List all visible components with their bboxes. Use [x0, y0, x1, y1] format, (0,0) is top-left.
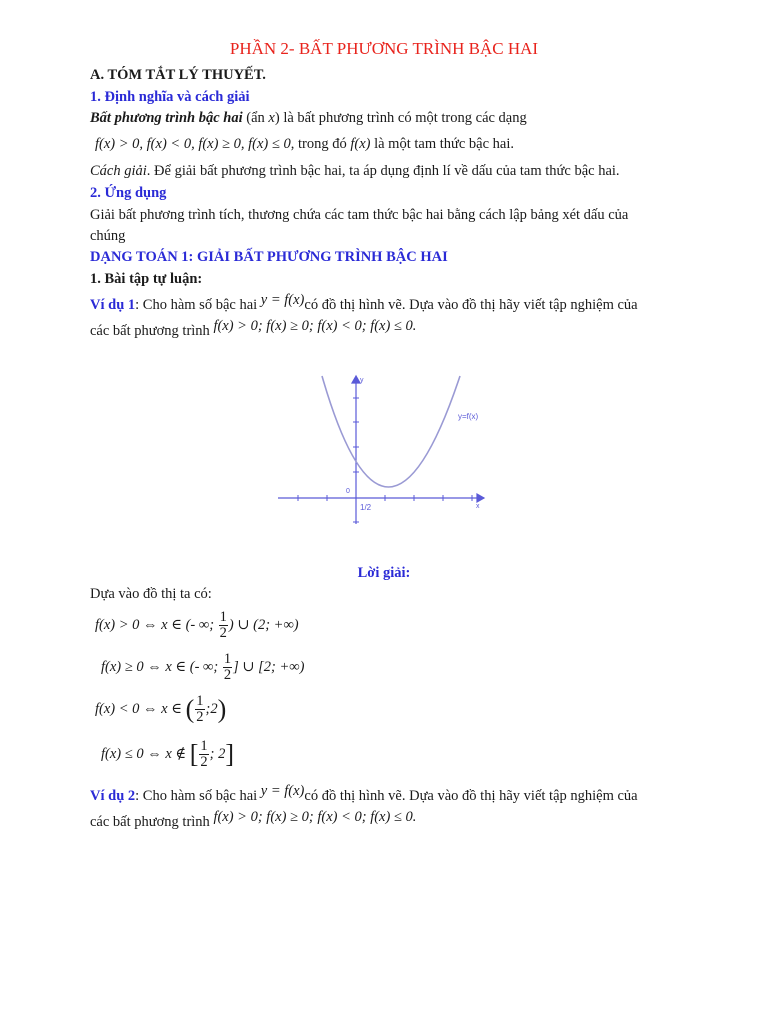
solution-line-3 — [95, 692, 226, 727]
solution-line-4 — [101, 737, 234, 772]
example-1-inequalities: f(x) > 0; f(x) ≥ 0; f(x) < 0; f(x) ≤ 0. — [213, 318, 417, 334]
root-half-label: 1/2 — [360, 503, 372, 512]
definition-text-b: ) là bất phương trình có một trong các dạng — [274, 110, 527, 126]
right-bracket: ] — [225, 739, 235, 769]
page-title: PHẦN 2- BẤT PHƯƠNG TRÌNH BẬC HAI — [229, 39, 539, 58]
solution-title: Lời giải: — [357, 565, 411, 581]
solution-2-rhs: ] ∪ [2; +∞) — [233, 659, 305, 675]
example-2-line2-text: các bất phương trình — [90, 814, 214, 830]
definition-term: Bất phương trình bậc hai — [90, 110, 243, 126]
graph-ticks — [298, 398, 472, 522]
solution-3-lhs: f(x) < 0 ⇔ x ∈ — [95, 701, 186, 717]
x-axis-label: x — [476, 503, 480, 510]
example-2-line-1 — [90, 783, 638, 805]
left-paren: ( — [185, 694, 195, 724]
example-1-text-a: : Cho hàm số bậc hai — [135, 297, 261, 313]
graph-axes — [278, 376, 484, 524]
solution-1-lhs: f(x) > 0 ⇔ x ∈ (- ∞; — [95, 617, 218, 633]
y-axis-label: y — [360, 377, 364, 384]
fraction-half: $\frac{1}{2}$ — [200, 738, 208, 771]
example-2-line-2 — [90, 809, 417, 831]
forms-text-b: là một tam thức bậc hai. — [370, 136, 515, 152]
forms-fx: f(x) — [350, 136, 371, 152]
method-label: Cách giải — [90, 163, 147, 179]
solution-line-1 — [95, 608, 299, 642]
application-line-2: chúng — [90, 228, 126, 244]
fraction-half: $\frac{1}{2}$ — [223, 651, 232, 684]
example-1-line2-text: các bất phương trình — [90, 323, 214, 339]
method-text: . Để giải bất phương trình bậc hai, ta áp dụng định lí về dấu của tam thức bậc hai. — [146, 163, 620, 179]
curve-label: y=f(x) — [458, 412, 479, 421]
definition-text-a: (ẩn — [242, 110, 269, 126]
solution-intro: Dựa vào đồ thị ta có: — [90, 586, 212, 602]
fraction-half: $\frac{1}{2}$ — [219, 609, 227, 642]
application-subheading: 2. Ứng dụng — [90, 185, 167, 201]
example-1-text-b: có đồ thị hình vẽ. Dựa vào đồ thị hãy viết tập nghiệm của — [304, 297, 638, 313]
origin-label: 0 — [346, 488, 350, 495]
solution-2-lhs: f(x) ≥ 0 ⇔ x ∈ (- ∞; — [101, 659, 222, 675]
forms-line — [95, 135, 514, 153]
x-axis-arrow — [477, 494, 484, 502]
example-2-text-a: : Cho hàm số bậc hai — [135, 788, 261, 804]
example-2-label: Ví dụ 2 — [90, 788, 136, 804]
left-bracket: [ — [189, 739, 199, 769]
example-2-function: y = f(x) — [260, 783, 305, 799]
example-1-function: y = f(x) — [260, 292, 305, 308]
example-1-line-1 — [90, 292, 638, 314]
solution-1-rhs: ) ∪ (2; +∞) — [228, 617, 299, 633]
inequality-forms: f(x) > 0, f(x) < 0, f(x) ≥ 0, f(x) ≤ 0 — [95, 136, 291, 152]
problem-type-heading: DẠNG TOÁN 1: GIẢI BẤT PHƯƠNG TRÌNH BẬC HAI — [90, 249, 448, 265]
example-2-inequalities: f(x) > 0; f(x) ≥ 0; f(x) < 0; f(x) ≤ 0. — [213, 809, 417, 825]
method-line — [90, 162, 620, 180]
definition-line — [90, 109, 527, 127]
fraction-half: $\frac{1}{2}$ — [196, 693, 204, 726]
solution-3-rhs: ;2 — [205, 701, 218, 717]
y-axis-arrow — [352, 376, 360, 383]
section-a-heading: A. TÓM TẮT LÝ THUYẾT. — [90, 67, 266, 83]
parabola-graph — [276, 372, 490, 524]
solution-4-rhs: ; 2 — [209, 746, 226, 762]
exercise-heading: 1. Bài tập tự luận: — [90, 271, 203, 287]
right-paren: ) — [217, 694, 227, 724]
example-1-label: Ví dụ 1 — [90, 297, 136, 313]
solution-4-lhs: f(x) ≤ 0 ⇔ x ∉ — [101, 746, 190, 762]
parabola-curve — [322, 376, 460, 487]
application-line-1: Giải bất phương trình tích, thương chứa các tam thức bậc hai bằng cách lập bảng xét dấu của — [90, 207, 629, 223]
definition-subheading: 1. Định nghĩa và cách giải — [90, 89, 250, 105]
definition-variable: x — [268, 110, 275, 126]
example-1-line-2 — [90, 318, 417, 340]
example-2-text-b: có đồ thị hình vẽ. Dựa vào đồ thị hãy viết tập nghiệm của — [304, 788, 638, 804]
solution-line-2 — [101, 650, 304, 684]
forms-text-a: , trong đó — [290, 136, 351, 152]
